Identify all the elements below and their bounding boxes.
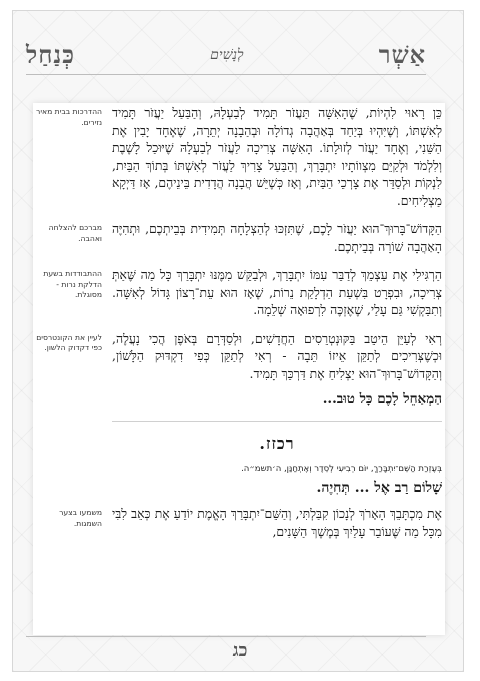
margin-note: משמעו בצער השמגות. — [59, 508, 102, 528]
paragraph-4 — [32, 330, 442, 383]
paragraph-3 — [32, 266, 442, 319]
header-title-right: אַשְׁר — [378, 40, 426, 69]
paragraph-text: רְאִי לְעַיֵּן הֵיטֵב בַּקּוּנְטְרֵסִים הַחֲדָשִׁים, וּלְסַדְּרָם בְּאֹפֶן הֲכִי נָעֲלֶה, וּכְשֶׁצְּרִיכִים לְתַקֵּן אֵיזוֹ תֵּבָה - רְאִי לְתַקֵּן כְּפִי דִקְדּוּק הַלָּשׁוֹן, וְהַקָּדוֹשׁ־בָּרוּךְ־הוּא יַצְלִיחַ אֶת דַּרְכֵּךְ תָּמִיד. — [112, 330, 442, 381]
paragraph-1 — [32, 104, 442, 209]
header-title-left: כְּנַחַל — [26, 40, 75, 69]
closing-line: הַמְאַחֵל לָכֶם כָּל טוּב... — [322, 391, 442, 407]
margin-note: מברכם להצלחה ואהבה. — [48, 223, 102, 243]
letter-greeting: שָׁלוֹם רַב אֶל ... תְּחִיֶה. — [316, 480, 442, 496]
paragraph-text: כֵּן רָאוּי לִהְיוֹת, שֶׁהָאִשָּׁה תַּעֲזֹר תָּמִיד לְבַעְלָהּ, וְהַבַּעַל יַעֲזֹר תָּמִיד לְאִשְׁתּוֹ, וְשֶׁיִּהְיוּ בְּיַחַד בְּאַהֲבָה גְדוֹלָה וּבְהַבָנָה יְתֵרָה, שֶׁאֶחָד יָבִין אֶת הַשֵּׁנִי, וְאֶחָד יַעֲזֹר לְזוּלָתוֹ. הָאִשָּׁה צְרִיכָה לַעֲזֹר לְבַעְלָהּ שֶׁיּוּכַל לָשֶׁבֶת וְלִלְמֹד וּלְקַיֵּם מִצְווֹתָיו יִתְבָּרַךְ, וְהַבַּעַל צָרִיךְ לַעֲזֹר לְאִשְׁתּוֹ בְּתוֹךְ הַבַּיִת, לִנְקוֹת וּלְסַדֵּר אֶת צָרְכֵי הַבַּיִת, וְאָז כְּשֶׁיֵּשׁ הֲבָנָה הֲדָדִית בֵּינֵיהֶם, אָז דַּיְקָא מַצְלִיחִים. — [112, 105, 442, 208]
section-divider — [112, 421, 442, 422]
margin-note: ההתבודדות בשעת הדלקת נרות - מסוגלת. — [43, 269, 102, 299]
header-divider — [26, 74, 426, 75]
page-number: כג — [232, 640, 248, 661]
footer-divider — [26, 636, 426, 637]
paragraph-text: אֶת מִכְתָּבֵךְ הָאָרֹךְ לְנָכוֹן קִבַּלְתִּי, וְהַשֵּׁם־יִתְבָּרַךְ הָאֱמֶת יוֹדֵעַ אֶת כְּאֵב לִבִּי מִכָּל מַה שֶּׁעוֹבֵר עָלַיִךְ בְּמֶשֶׁךְ הַשָּׁנִים, — [112, 506, 442, 539]
letter-number: רכזז. — [259, 434, 295, 453]
paragraph-2 — [32, 220, 442, 255]
page-content — [32, 104, 442, 551]
page-header — [26, 30, 426, 70]
paragraph-text: הַקָּדוֹשׁ־בָּרוּךְ־הוּא יַעֲזֹר לָכֶם, שֶׁתִּזְכּוּ לְהַצְלָחָה תְּמִידִית בְּבֵיתְכֶם, וּתְהִיֶּה הָאַהֲבָה שׁוֹרָה בְּבֵיתְכֶם. — [112, 221, 442, 254]
letter-date: בְּעֶזְרַת הַשֵּׁם־יִתְבָּרַךְ, יוֹם רְבִיעִי לְסֵדֶר וְאֶתְחַנַּן, ה׳תשמ״ה. — [241, 464, 442, 474]
margin-note: ההדרכות בבית מאיר נזירים. — [36, 107, 102, 127]
paragraph-5 — [32, 505, 442, 540]
margin-note: לעיין את הקונטרסים כפי דקדוק הלשון. — [36, 332, 102, 352]
paragraph-text: הַרְגִּילִי אֶת עַצְמֵךְ לְדַבֵּר עִמּוֹ יִתְבָּרַךְ, וּלְבַקֵּשׁ מִמֶּנּוּ יִתְבָּרַךְ כָּל מַה שֶּׁאַתְּ צְרִיכָה, וּבִפְרָט בִּשְׁעַת הַדְלָקַת נֵרוֹת, שֶׁאָז הוּא עֵת־רָצוֹן גָּדוֹל לְאִשָּׁה. וְתִבַּקְשִׁי גַּם עָלַי, שֶׁאֶזְכֶּה לִרְפוּאָה שְׁלֵמָה. — [112, 267, 442, 317]
header-title-mid: לְנָשִׁים — [210, 47, 244, 63]
